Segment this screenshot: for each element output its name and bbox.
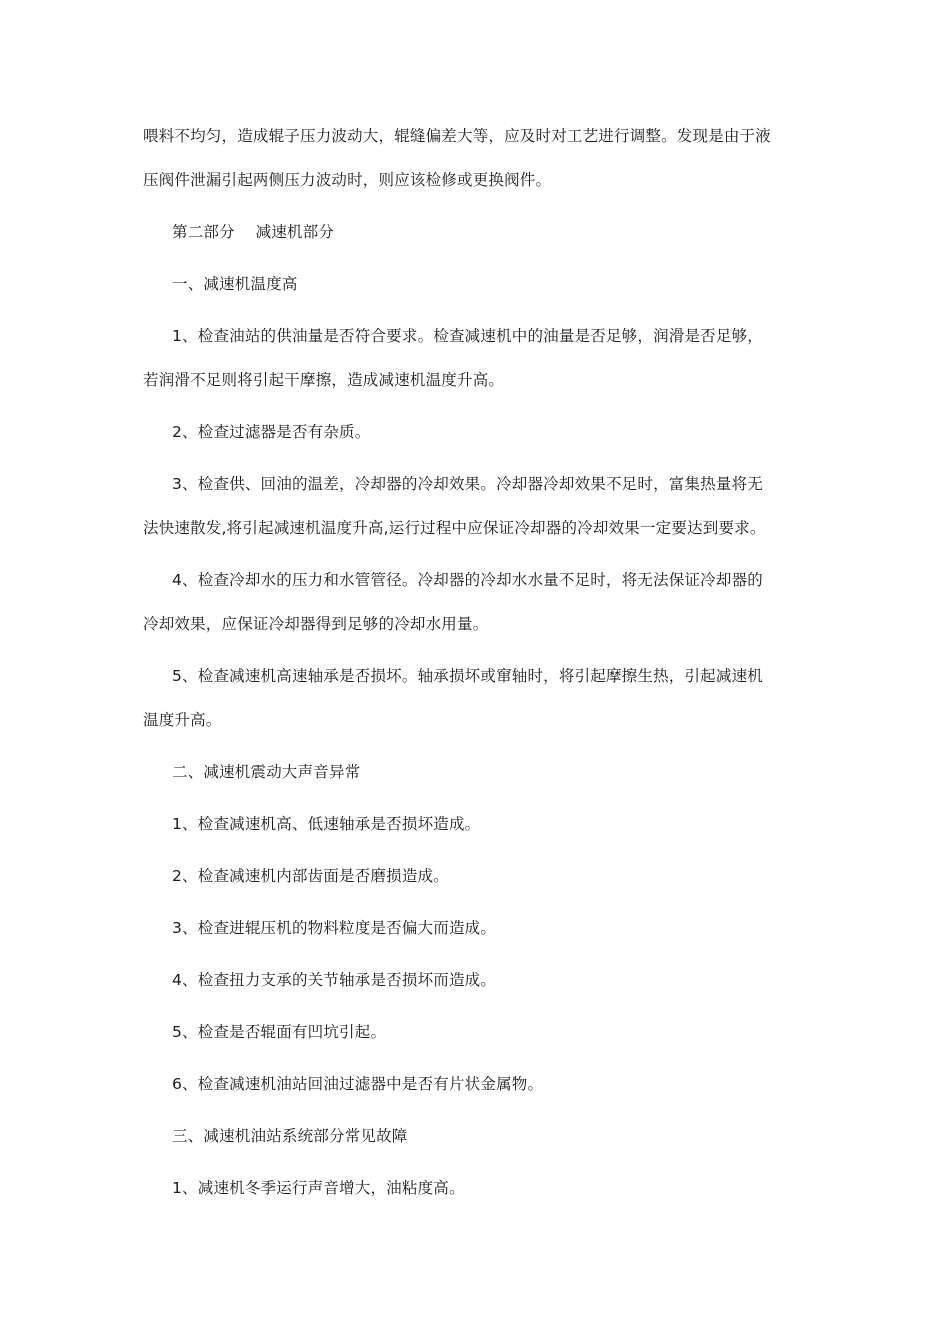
list-item: 3、检查供、回油的温差，冷却器的冷却效果。冷却器冷却效果不足时，富集热量将无 <box>172 475 763 493</box>
paragraph-line: 喂料不均匀，造成辊子压力波动大，辊缝偏差大等，应及时对工艺进行调整。发现是由于液 <box>143 127 772 145</box>
list-item: 5、检查是否辊面有凹坑引起。 <box>172 1023 387 1041</box>
list-item: 1、检查减速机高、低速轴承是否损坏造成。 <box>172 815 481 833</box>
list-item: 5、检查减速机高速轴承是否损坏。轴承损坏或窜轴时，将引起摩擦生热，引起减速机 <box>172 667 763 685</box>
list-item: 1、减速机冬季运行声音增大，油粘度高。 <box>172 1179 465 1197</box>
paragraph-line: 温度升高。 <box>143 711 222 729</box>
list-item: 3、检查进辊压机的物料粒度是否偏大而造成。 <box>172 919 497 937</box>
subsection-heading: 二、减速机震动大声音异常 <box>172 763 361 781</box>
paragraph-line: 冷却效果，应保证冷却器得到足够的冷却水用量。 <box>143 615 489 633</box>
paragraph-line: 压阀件泄漏引起两侧压力波动时，则应该检修或更换阀件。 <box>143 171 552 189</box>
list-item: 2、检查减速机内部齿面是否磨损造成。 <box>172 867 449 885</box>
paragraph-line: 若润滑不足则将引起干摩擦，造成减速机温度升高。 <box>143 371 505 389</box>
list-item: 6、检查减速机油站回油过滤器中是否有片状金属物。 <box>172 1075 544 1093</box>
subsection-heading: 一、减速机温度高 <box>172 275 298 293</box>
paragraph-line: 法快速散发,将引起减速机温度升高,运行过程中应保证冷却器的冷却效果一定要达到要求。 <box>143 519 766 537</box>
list-item: 4、检查扭力支承的关节轴承是否损坏而造成。 <box>172 971 497 989</box>
list-item: 4、检查冷却水的压力和水管管径。冷却器的冷却水水量不足时，将无法保证冷却器的 <box>172 571 763 589</box>
list-item: 1、检查油站的供油量是否符合要求。检查减速机中的油量是否足够，润滑是否足够， <box>172 327 763 345</box>
list-item: 2、检查过滤器是否有杂质。 <box>172 423 371 441</box>
subsection-heading: 三、减速机油站系统部分常见故障 <box>172 1127 408 1145</box>
section-heading: 第二部分 减速机部分 <box>172 223 335 241</box>
